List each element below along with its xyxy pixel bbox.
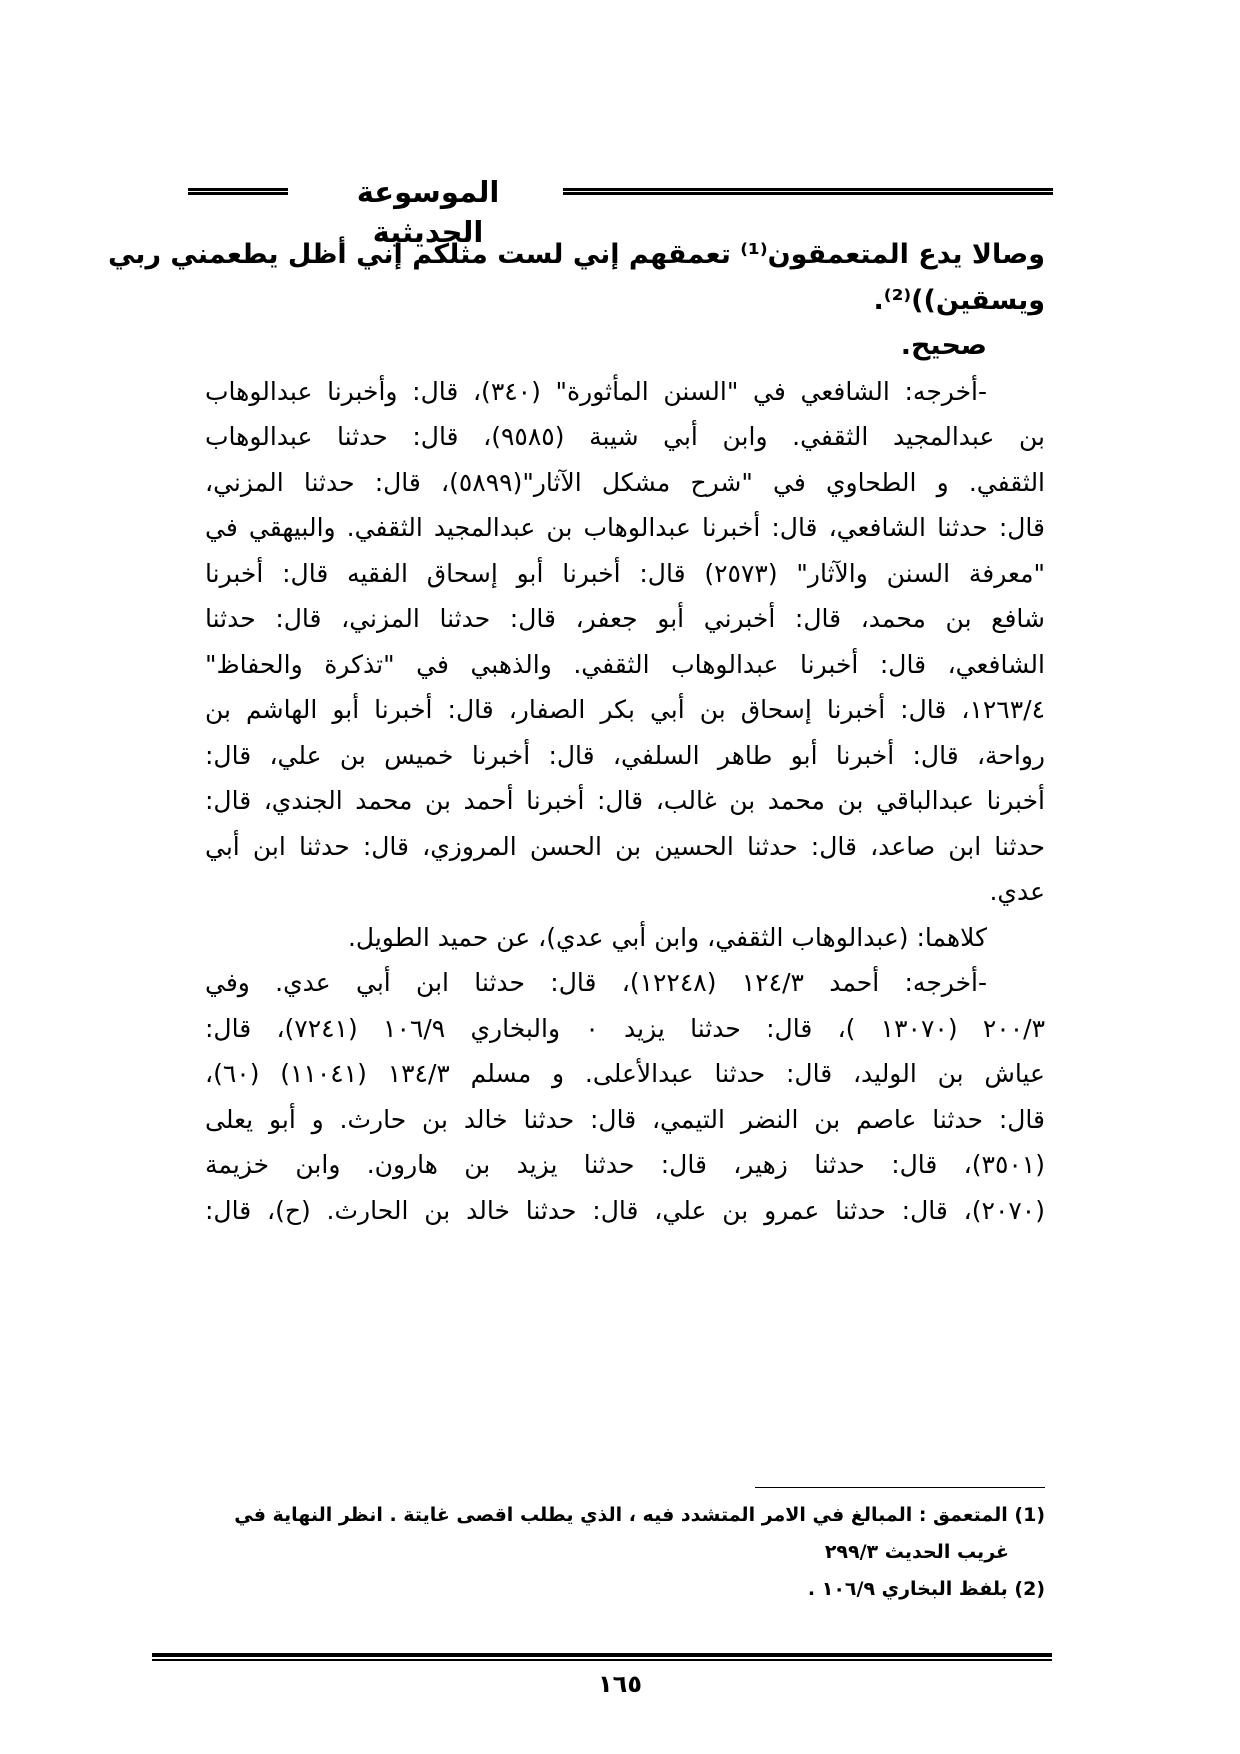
takhrij-line: بن عبدالمجيد الثقفي. وابن أبي شيبة (٩٥٨٥)، قال: حدثنا عبدالوهاب — [205, 422, 1045, 451]
footnote-separator — [755, 1487, 1045, 1488]
summary-line: كلاهما: (عبدالوهاب الثقفي، وابن أبي عدي)، عن حميد الطويل. — [347, 922, 987, 952]
takhrij-line: شافع بن محمد، قال: أخبرني أبو جعفر، قال: حدثنا المزني، قال: حدثنا — [205, 604, 1045, 633]
hadith-text-line: وصالا يدع المتعمقون⁽¹⁾ تعمقهم إني لست مثلكم إني أظل يطعمني ربي — [107, 239, 1045, 270]
takhrij-line: (٢٠٧٠)، قال: حدثنا عمرو بن علي، قال: حدثنا خالد بن الحارث. (ح)، قال: — [205, 1195, 1045, 1225]
header-rule-left — [188, 188, 288, 195]
footnote-1: (1) المتعمق : المبالغ في الامر المتشدد فيه ، الذي يطلب اقصى غايتة . انظر النهاية في — [234, 1504, 1045, 1526]
takhrij-line: عياش بن الوليد، قال: حدثنا عبدالأعلى. و مسلم ١٣٤/٣ (١١٠٤١) (٦٠)، — [205, 1059, 1045, 1088]
page-number: ١٦٥ — [598, 1670, 642, 1698]
main-text — [107, 232, 1046, 1233]
footnote-1-continuation: غريب الحديث ٢٩٩/٣ — [824, 1541, 1009, 1563]
takhrij-line: (٣٥٠١)، قال: حدثنا زهير، قال: حدثنا يزيد بن هارون. وابن خزيمة — [205, 1150, 1045, 1179]
hadith-text-line: ويسقين))⁽²⁾. — [873, 284, 1045, 316]
takhrij-line: ١٢٦٣/٤، قال: أخبرنا إسحاق بن أبي بكر الصفار، قال: أخبرنا أبو الهاشم بن — [205, 695, 1045, 724]
takhrij-line: أخبرنا عبدالباقي بن محمد بن غالب، قال: أخبرنا أحمد بن محمد الجندي، قال: — [205, 786, 1045, 815]
footnote-2: (2) بلفظ البخاري ١٠٦/٩ . — [807, 1578, 1045, 1600]
header-rule-right — [563, 188, 1053, 195]
takhrij-line: "معرفة السنن والآثار" (٢٥٧٣) قال: أخبرنا أبو إسحاق الفقيه قال: أخبرنا — [205, 558, 1046, 588]
running-header — [188, 172, 1053, 249]
takhrij-line: قال: حدثنا عاصم بن النضر التيمي، قال: حدثنا خالد بن حارث. و أبو يعلى — [205, 1104, 1045, 1134]
takhrij-line: عدي. — [989, 877, 1045, 906]
footer-rule — [152, 1653, 1052, 1661]
footnotes — [205, 1497, 1045, 1608]
grading-line: صحيح. — [900, 330, 987, 361]
takhrij-line: قال: حدثنا الشافعي، قال: أخبرنا عبدالوهاب بن عبدالمجيد الثقفي. والبيهقي في — [205, 513, 1045, 542]
header-title: الموسوعة الحديثية — [356, 175, 500, 249]
takhrij-line: الشافعي، قال: أخبرنا عبدالوهاب الثقفي. والذهبي في "تذكرة والحفاظ" — [205, 649, 1045, 679]
takhrij-line: رواحة، قال: أخبرنا أبو طاهر السلفي، قال: أخبرنا خميس بن علي، قال: — [205, 740, 1045, 770]
takhrij-line: ٢٠٠/٣ (١٣٠٧٠ )، قال: حدثنا يزيد ٠ والبخاري ١٠٦/٩ (٧٢٤١)، قال: — [205, 1013, 1045, 1043]
takhrij-line: -أخرجه: أحمد ١٢٤/٣ (١٢٢٤٨)، قال: حدثنا ابن أبي عدي. وفي — [205, 968, 987, 997]
takhrij-line: الثقفي. و الطحاوي في "شرح مشكل الآثار"(٥٨٩٩)، قال: حدثنا المزني، — [205, 467, 1046, 497]
takhrij-line: حدثنا ابن صاعد، قال: حدثنا الحسين بن الحسن المروزي، قال: حدثنا ابن أبي — [205, 831, 1045, 861]
takhrij-line: -أخرجه: الشافعي في "السنن المأثورة" (٣٤٠)، قال: وأخبرنا عبدالوهاب — [205, 376, 987, 406]
